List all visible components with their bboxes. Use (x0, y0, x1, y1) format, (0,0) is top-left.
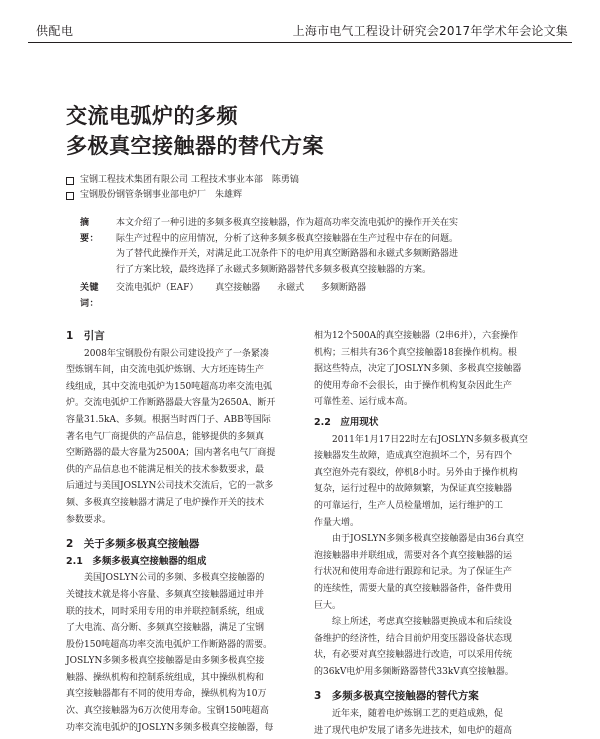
text-line: 机构；三相共有36个真空接触器18套操作机构。根 (314, 347, 517, 358)
abstract-line: 行了方案比较，最终选择了永磁式多频断路器替代多频多极真空接触器的方案。 (116, 264, 432, 275)
text-line: 行状况和使用寿命进行跟踪和记录。为了保证生产 (314, 567, 513, 578)
abstract-line: 本文介绍了一种引进的多频多极真空接触器，作为超高功率交流电弧炉的操作开关在实 (116, 218, 459, 228)
text-line: 复杂，运行过程中的故障频繁，为保证真空接触器 (314, 484, 513, 495)
text-line: 真空泡外壳有裂纹，停机8小时。另外由于操作机构 (314, 467, 518, 478)
text-line: 后通过与美国JOSLYN公司技术交流后，它的一款多 (66, 481, 274, 492)
text-line: 炉。交流电弧炉工作断路器最大容量为2650A、断开 (66, 398, 276, 409)
square-bullet-icon (66, 192, 74, 200)
abstract-block (80, 216, 532, 312)
section-2-1-paragraph-2 (66, 653, 298, 736)
text-line: 的连续性，需要大量的真空接触器备件，备件费用 (314, 583, 513, 594)
square-bullet-icon (66, 177, 74, 185)
text-line: 触器、操纵机构和控制系统组成，其中操纵机构和 (66, 672, 265, 683)
text-line: 联的技术，同时采用专用的串并联控制系统，组成 (66, 606, 265, 617)
text-line: 的可靠运行，生产人员检量增加，运行维护的工 (314, 500, 504, 511)
affiliations (66, 173, 299, 203)
text-line: JOSLYN多频多极真空接触器是由多频多极真空接 (66, 656, 265, 667)
text-line: 参数要求。 (66, 514, 112, 525)
text-line: 次、真空接触器为6万次使用寿命。宝钢150吨超高 (66, 706, 269, 717)
text-line: 接触器发生故障，造成真空泡损坏二个，另有四个 (314, 451, 513, 462)
text-line: 频、多极真空接触器才满足了电炉操作开关的技术 (66, 497, 265, 508)
text-line: 2011年1月17日22时左右JOSLYN多频多极真空 (332, 434, 528, 445)
section-3-heading: 3 多频多极真空接触器的替代方案 (314, 690, 479, 703)
abstract-line: 际生产过程中的应用情况，分析了这种多频多极真空接触器在生产过程中存在的问题。 (116, 233, 459, 244)
text-line: 巨大。 (314, 600, 342, 611)
abstract-line: 为了替代此操作开关，对满足此工况条件下的电炉用真空断路器和永磁式多频断路器进 (116, 249, 459, 259)
section-1-paragraph (66, 346, 298, 529)
text-line: 据这些特点，决定了JOSLYN多频、多极真空接触器 (314, 364, 522, 375)
header-section-label: 供配电 (36, 24, 74, 38)
keyword: 多频断路器 (320, 283, 366, 293)
running-header (28, 20, 572, 43)
section-2-2-paragraph-1 (314, 432, 546, 532)
section-3-paragraph (314, 706, 546, 739)
title-line-1: 交流电弧炉的多频 (66, 104, 238, 128)
section-2-1-paragraph-1 (66, 570, 298, 653)
keyword: 永磁式 (277, 283, 305, 293)
text-line: 关键技术就是将小容量、多频真空接触器通过串并 (66, 589, 265, 600)
abstract-label: 摘 要： (80, 218, 100, 244)
keywords-row (80, 281, 532, 312)
continued-paragraph (314, 328, 546, 411)
text-line: 真空接触器都有不同的使用寿命，操纵机构为10万 (66, 689, 267, 700)
text-line: 供的产品信息也不能满足相关的技术参数要求，最 (66, 464, 265, 475)
text-line: 容量31.5kA、多频。根据当时西门子、ABB等国际 (66, 414, 271, 425)
text-line: 型炼钢车间，由交流电弧炉炼钢、大方坯连铸生产 (66, 365, 265, 376)
text-line: 了大电流、高分断、多频真空接触器，满足了宝钢 (66, 623, 265, 634)
text-line: 备维护的经济性，结合目前炉用变压器设备状态现 (314, 633, 513, 644)
text-line: 可靠性差、运行成本高。 (314, 397, 414, 408)
section-2-heading: 2 关于多频多极真空接触器 (66, 538, 200, 551)
text-line: 的使用寿命不会很长，由于操作机构复杂因此生产 (314, 380, 513, 391)
text-line: 由于JOSLYN多频多极真空接触器是由36台真空 (332, 534, 524, 545)
text-line: 功率交流电弧炉的JOSLYN多频多极真空接触器，每 (66, 722, 274, 733)
section-2-2-heading: 2.2 应用现状 (314, 416, 379, 428)
paper-title (66, 101, 324, 161)
text-line: 综上所述，考虑真空接触器更换成本和后续设 (332, 617, 513, 628)
right-column (314, 328, 546, 739)
text-line: 近年来，随着电炉炼钢工艺的更趋成熟，促 (332, 709, 504, 720)
text-line: 泡接触器串并联组成，需要对各个真空接触器的运 (314, 550, 513, 561)
affiliation-text: 宝钢工程技术集团有限公司 工程技术事业本部 陈勇镐 (80, 175, 299, 185)
section-1-heading: 1 引言 (66, 330, 105, 342)
keywords-label: 关键词： (80, 283, 100, 309)
text-line: 相为12个500A的真空接触器（2串6并），六套操作 (314, 331, 519, 341)
header-journal-title: 上海市电气工程设计研究会2017年学术年会论文集 (292, 24, 568, 38)
section-2-1-heading: 2.1 多频多极真空接触器的组成 (66, 555, 207, 567)
abstract-text (116, 216, 532, 278)
section-2-2-paragraph-3 (314, 614, 546, 680)
text-line: 线组成，其中交流电弧炉为150吨超高功率交流电弧 (66, 381, 273, 392)
text-line: 空断路器的最大容量为2500A；国内著名电气厂商提 (66, 448, 276, 459)
text-line: 股份150吨超高功率交流电弧炉工作断路器的需要。 (66, 639, 273, 650)
text-line: 2008年宝钢股份有限公司建设投产了一条紧凑 (84, 348, 269, 359)
text-line: 状，有必要对真空接触器进行改造，可以采用传统 (314, 650, 513, 661)
text-line: 美国JOSLYN公司的多频、多极真空接触器的 (84, 573, 265, 584)
text-line: 著名电气厂商提供的产品信息，能够提供的多频真 (66, 431, 265, 442)
keywords-list (116, 281, 380, 312)
text-line: 的36kV电炉用多频断路器替代33kV真空接触器。 (314, 666, 514, 677)
section-2-2-paragraph-2 (314, 531, 546, 614)
affiliation-1 (66, 173, 299, 188)
title-line-2: 多极真空接触器的替代方案 (66, 134, 324, 158)
text-line: 进了现代电炉发展了诸多先进技术，如电炉的超高 (314, 725, 513, 736)
affiliation-2 (66, 188, 299, 203)
affiliation-text: 宝钢股份钢管条钢事业部电炉厂 朱雄辉 (80, 190, 243, 200)
keyword: 交流电弧炉（EAF） (116, 283, 199, 293)
text-line: 作量大增。 (314, 517, 360, 528)
keyword: 真空接触器 (215, 283, 261, 293)
left-column (66, 328, 298, 736)
